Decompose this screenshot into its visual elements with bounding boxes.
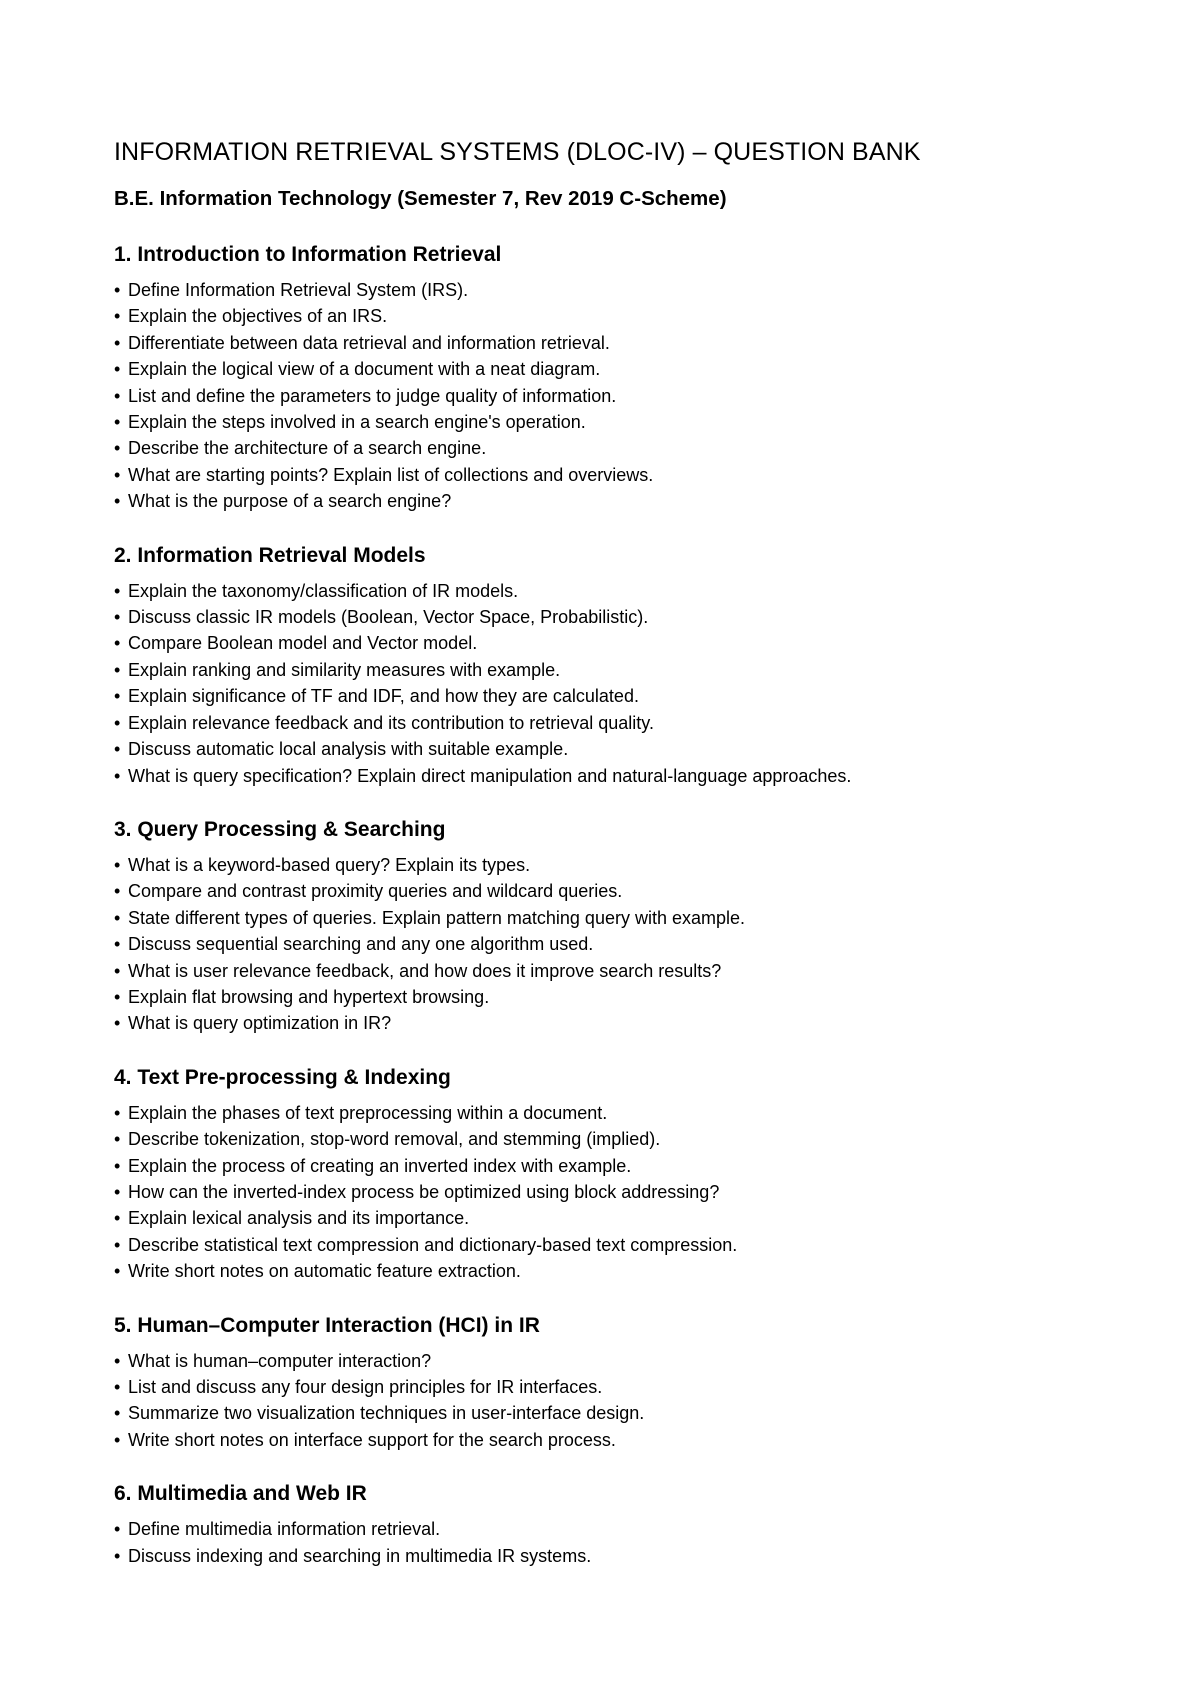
question-item <box>114 852 1114 878</box>
question-list <box>114 578 1114 789</box>
bullet-icon: • <box>114 1181 121 1202</box>
question-item <box>114 578 1114 604</box>
question-text: What are starting points? Explain list of collections and overviews. <box>128 464 654 485</box>
question-text: Explain lexical analysis and its importance. <box>128 1208 470 1229</box>
bullet-icon: • <box>114 739 121 760</box>
bullet-icon: • <box>114 332 121 353</box>
bullet-icon: • <box>114 1350 121 1371</box>
section-6 <box>114 1479 1114 1569</box>
question-text: What is query specification? Explain direct manipulation and natural-language approaches. <box>128 765 852 786</box>
question-text: Explain the phases of text preprocessing within a document. <box>128 1102 608 1123</box>
question-item <box>114 435 1114 461</box>
bullet-icon: • <box>114 464 121 485</box>
bullet-icon: • <box>114 359 121 380</box>
section-1 <box>114 240 1114 515</box>
question-text: Define multimedia information retrieval. <box>128 1519 441 1540</box>
bullet-icon: • <box>114 438 121 459</box>
question-item <box>114 1100 1114 1126</box>
bullet-icon: • <box>114 686 121 707</box>
question-text: Describe statistical text compression and dictionary-based text compression. <box>128 1234 738 1255</box>
bullet-icon: • <box>114 1208 121 1229</box>
question-text: What is the purpose of a search engine? <box>128 491 452 512</box>
question-item <box>114 409 1114 435</box>
question-text: Differentiate between data retrieval and information retrieval. <box>128 332 610 353</box>
question-text: What is human–computer interaction? <box>128 1350 432 1371</box>
bullet-icon: • <box>114 306 121 327</box>
question-item <box>114 1374 1114 1400</box>
question-item <box>114 1205 1114 1231</box>
bullet-icon: • <box>114 907 121 928</box>
question-text: Define Information Retrieval System (IRS). <box>128 280 469 300</box>
question-list <box>114 1516 1114 1569</box>
question-text: Explain significance of TF and IDF, and how they are calculated. <box>128 686 639 707</box>
sections-container <box>114 240 1114 1569</box>
bullet-icon: • <box>114 580 121 601</box>
bullet-icon: • <box>114 934 121 955</box>
question-text: List and discuss any four design principles for IR interfaces. <box>128 1377 603 1397</box>
question-text: Explain the logical view of a document with a neat diagram. <box>128 359 601 380</box>
question-text: Explain the steps involved in a search engine's operation. <box>128 412 586 433</box>
question-item <box>114 878 1114 904</box>
bullet-icon: • <box>114 854 121 875</box>
question-text: How can the inverted-index process be optimized using block addressing? <box>128 1181 720 1202</box>
question-item <box>114 736 1114 762</box>
question-text: Explain flat browsing and hypertext browsing. <box>128 986 490 1007</box>
question-text: List and define the parameters to judge quality of information. <box>128 385 617 406</box>
bullet-icon: • <box>114 881 121 902</box>
bullet-icon: • <box>114 986 121 1007</box>
question-text: Describe the architecture of a search engine. <box>128 438 487 459</box>
question-text: Explain ranking and similarity measures with example. <box>128 659 561 680</box>
bullet-icon: • <box>114 1013 121 1034</box>
bullet-icon: • <box>114 491 121 512</box>
section-heading: 2. Information Retrieval Models <box>114 543 426 567</box>
question-text: Discuss sequential searching and any one algorithm used. <box>128 934 594 955</box>
question-item <box>114 1516 1114 1542</box>
question-item <box>114 488 1114 514</box>
question-text: State different types of queries. Explain pattern matching query with example. <box>128 907 746 928</box>
question-text: Discuss automatic local analysis with suitable example. <box>128 739 569 760</box>
question-item <box>114 1258 1114 1284</box>
question-item <box>114 604 1114 630</box>
question-text: What is query optimization in IR? <box>128 1013 392 1034</box>
question-list <box>114 1100 1114 1285</box>
question-item <box>114 1179 1114 1205</box>
question-item <box>114 657 1114 683</box>
question-text: Compare and contrast proximity queries and wildcard queries. <box>128 881 623 902</box>
question-text: Write short notes on automatic feature extraction. <box>128 1261 521 1282</box>
document-title: INFORMATION RETRIEVAL SYSTEMS (DLOC-IV) – QUESTION BANK <box>114 138 921 166</box>
question-item <box>114 984 1114 1010</box>
question-list <box>114 1348 1114 1454</box>
bullet-icon: • <box>114 385 121 406</box>
question-item <box>114 1153 1114 1179</box>
question-item <box>114 905 1114 931</box>
question-item <box>114 383 1114 409</box>
question-text: Summarize two visualization techniques in user-interface design. <box>128 1403 645 1424</box>
section-heading: 4. Text Pre-processing & Indexing <box>114 1065 451 1089</box>
question-list <box>114 852 1114 1037</box>
question-text: Describe tokenization, stop-word removal, and stemming (implied). <box>128 1129 661 1150</box>
document-subtitle: B.E. Information Technology (Semester 7, Rev 2019 C-Scheme) <box>114 187 727 210</box>
bullet-icon: • <box>114 1429 121 1450</box>
question-item <box>114 630 1114 656</box>
question-item <box>114 330 1114 356</box>
question-text: Discuss classic IR models (Boolean, Vector Space, Probabilistic). <box>128 607 649 628</box>
section-heading: 1. Introduction to Information Retrieval <box>114 243 502 266</box>
bullet-icon: • <box>114 607 121 628</box>
bullet-icon: • <box>114 1403 121 1424</box>
question-text: Discuss indexing and searching in multimedia IR systems. <box>128 1545 592 1566</box>
section-4 <box>114 1063 1114 1285</box>
question-item <box>114 277 1114 303</box>
question-text: Explain the taxonomy/classification of IR models. <box>128 580 519 601</box>
question-list <box>114 277 1114 515</box>
question-text: Compare Boolean model and Vector model. <box>128 633 478 654</box>
bullet-icon: • <box>114 1261 121 1282</box>
question-item <box>114 1427 1114 1453</box>
document-page <box>114 134 1114 1569</box>
bullet-icon: • <box>114 712 121 733</box>
question-text: Explain the objectives of an IRS. <box>128 306 388 327</box>
bullet-icon: • <box>114 1377 121 1397</box>
bullet-icon: • <box>114 765 121 786</box>
question-item <box>114 1010 1114 1036</box>
question-item <box>114 1348 1114 1374</box>
section-heading: 5. Human–Computer Interaction (HCI) in IR <box>114 1313 540 1337</box>
question-item <box>114 1543 1114 1569</box>
bullet-icon: • <box>114 1519 121 1540</box>
bullet-icon: • <box>114 1102 121 1123</box>
bullet-icon: • <box>114 1234 121 1255</box>
question-item <box>114 356 1114 382</box>
question-item <box>114 931 1114 957</box>
bullet-icon: • <box>114 633 121 654</box>
question-item <box>114 1232 1114 1258</box>
bullet-icon: • <box>114 1545 121 1566</box>
question-text: What is user relevance feedback, and how does it improve search results? <box>128 960 722 981</box>
bullet-icon: • <box>114 412 121 433</box>
question-item <box>114 462 1114 488</box>
question-text: Explain relevance feedback and its contribution to retrieval quality. <box>128 712 654 733</box>
bullet-icon: • <box>114 659 121 680</box>
section-3 <box>114 815 1114 1037</box>
section-heading: 3. Query Processing & Searching <box>114 817 446 841</box>
section-5 <box>114 1311 1114 1454</box>
question-item <box>114 763 1114 789</box>
question-text: What is a keyword-based query? Explain its types. <box>128 854 531 875</box>
bullet-icon: • <box>114 280 121 300</box>
bullet-icon: • <box>114 1129 121 1150</box>
question-item <box>114 1126 1114 1152</box>
question-text: Explain the process of creating an inverted index with example. <box>128 1155 632 1176</box>
bullet-icon: • <box>114 1155 121 1176</box>
question-item <box>114 710 1114 736</box>
section-heading: 6. Multimedia and Web IR <box>114 1482 367 1506</box>
section-2 <box>114 541 1114 789</box>
question-text: Write short notes on interface support for the search process. <box>128 1429 616 1450</box>
question-item <box>114 958 1114 984</box>
bullet-icon: • <box>114 960 121 981</box>
question-item <box>114 303 1114 329</box>
question-item <box>114 683 1114 709</box>
question-item <box>114 1400 1114 1426</box>
